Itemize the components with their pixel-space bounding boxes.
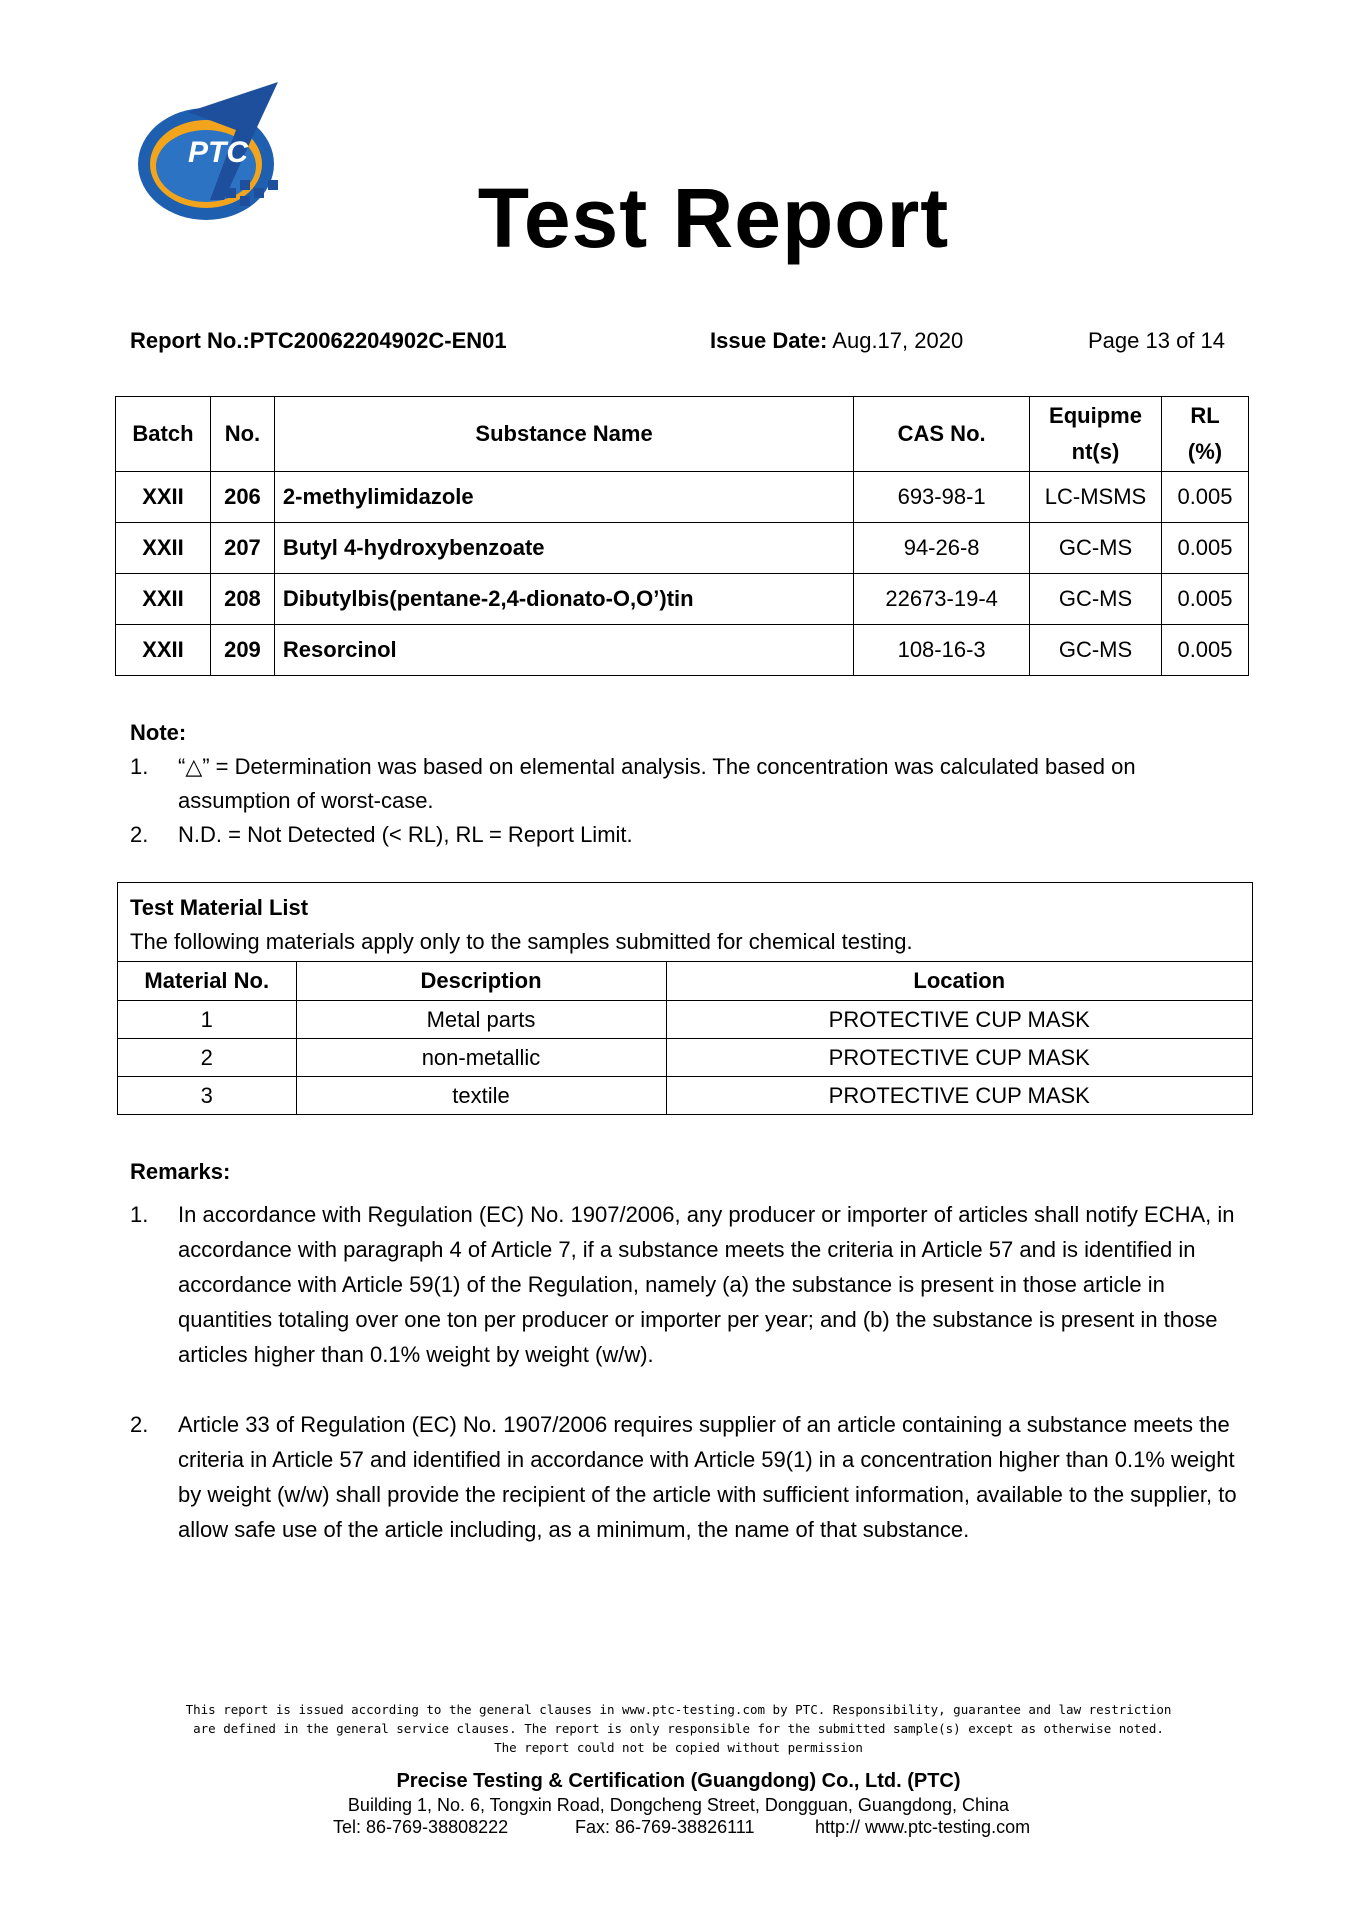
footer-tel: Tel: 86-769-38808222: [333, 1817, 509, 1837]
col-substance-name: Substance Name: [274, 397, 853, 472]
substance-table: [115, 396, 1249, 676]
page-number: Page 13 of 14: [1088, 328, 1226, 353]
footer-website-link[interactable]: http:// www.ptc-testing.com: [815, 1817, 1031, 1837]
footer-disclaimer: This report is issued according to the general clauses in www.ptc-testing.com by PTC. Responsibility, guarantee and law restriction are defined in the general service clauses. The report is only responsible for the submitted sample(s) except as otherwise noted. The report could not be copied without permission: [185, 1702, 1172, 1755]
page-title: Test Report: [477, 171, 950, 265]
remarks-heading: Remarks:: [130, 1159, 231, 1184]
remarks-section: [130, 1154, 1245, 1582]
col-material-no: Material No.: [118, 962, 296, 1001]
note-section: [130, 716, 1230, 852]
table-row: XXII 209 Resorcinol 108-16-3 GC-MS 0.005: [116, 625, 1249, 676]
note-item: 2. N.D. = Not Detected (< RL), RL = Report Limit.: [130, 822, 633, 847]
material-list-intro: The following materials apply only to the samples submitted for chemical testing.: [130, 929, 913, 954]
col-cas-no: CAS No.: [854, 397, 1030, 472]
table-row: XXII 206 2-methylimidazole 693-98-1 LC-MSMS 0.005: [116, 472, 1249, 523]
table-row: 3 textile PROTECTIVE CUP MASK: [118, 1077, 1252, 1115]
table-row: 2 non-metallic PROTECTIVE CUP MASK: [118, 1039, 1252, 1077]
col-no: No.: [210, 397, 274, 472]
note-item: 1. “△” = Determination was based on elemental analysis. The concentration was calculated based on assumption of worst-case.: [130, 754, 1136, 813]
table-row: 1 Metal parts PROTECTIVE CUP MASK: [118, 1001, 1252, 1039]
footer-fax: Fax: 86-769-38826111: [575, 1817, 755, 1837]
table-header-row: [116, 397, 1249, 472]
col-batch: Batch: [116, 397, 211, 472]
material-table: [118, 961, 1252, 1114]
report-number: Report No.:PTC20062204902C-EN01: [130, 328, 507, 353]
footer-company: Precise Testing & Certification (Guangdong) Co., Ltd. (PTC): [396, 1770, 961, 1792]
table-row: XXII 207 Butyl 4-hydroxybenzoate 94-26-8 GC-MS 0.005: [116, 523, 1249, 574]
footer-address: Building 1, No. 6, Tongxin Road, Dongcheng Street, Dongguan, Guangdong, China: [347, 1795, 1010, 1815]
table-header-row: [118, 962, 1252, 1001]
issue-date: Issue Date: Aug.17, 2020: [710, 328, 964, 353]
col-description: Description: [296, 962, 666, 1001]
table-row: XXII 208 Dibutylbis(pentane-2,4-dionato-O,O’)tin 22673-19-4 GC-MS 0.005: [116, 574, 1249, 625]
col-rl: RL (%): [1161, 397, 1248, 472]
material-list-heading: Test Material List: [130, 895, 309, 920]
note-heading: Note:: [130, 720, 187, 745]
remark-item: 1. In accordance with Regulation (EC) No. 1907/2006, any producer or importer of articles shall notify ECHA, in accordance with paragraph 4 of Article 7, if a substance meets the criteria in Article 57 and is identified in accordance with Article 59(1) of the Regulation, namely (a) the substance is present in those article in quantities totaling over one ton per producer or importer per year; and (b) the substance is present in those articles higher than 0.1% weight by weight (w/w).: [130, 1202, 1235, 1367]
col-equipment: Equipme nt(s): [1030, 397, 1162, 472]
svg-text:PTC: PTC: [188, 136, 248, 169]
material-list: [117, 882, 1253, 1115]
remark-item: 2. Article 33 of Regulation (EC) No. 1907/2006 requires supplier of an article containing a substance meets the criteria in Article 57 and identified in accordance with Article 59(1) in a concentration higher than 0.1% weight by weight (w/w) shall provide the recipient of the article with sufficient information, available to the supplier, to allow safe use of the article including, as a minimum, the name of that substance.: [130, 1412, 1237, 1542]
col-location: Location: [666, 962, 1252, 1001]
